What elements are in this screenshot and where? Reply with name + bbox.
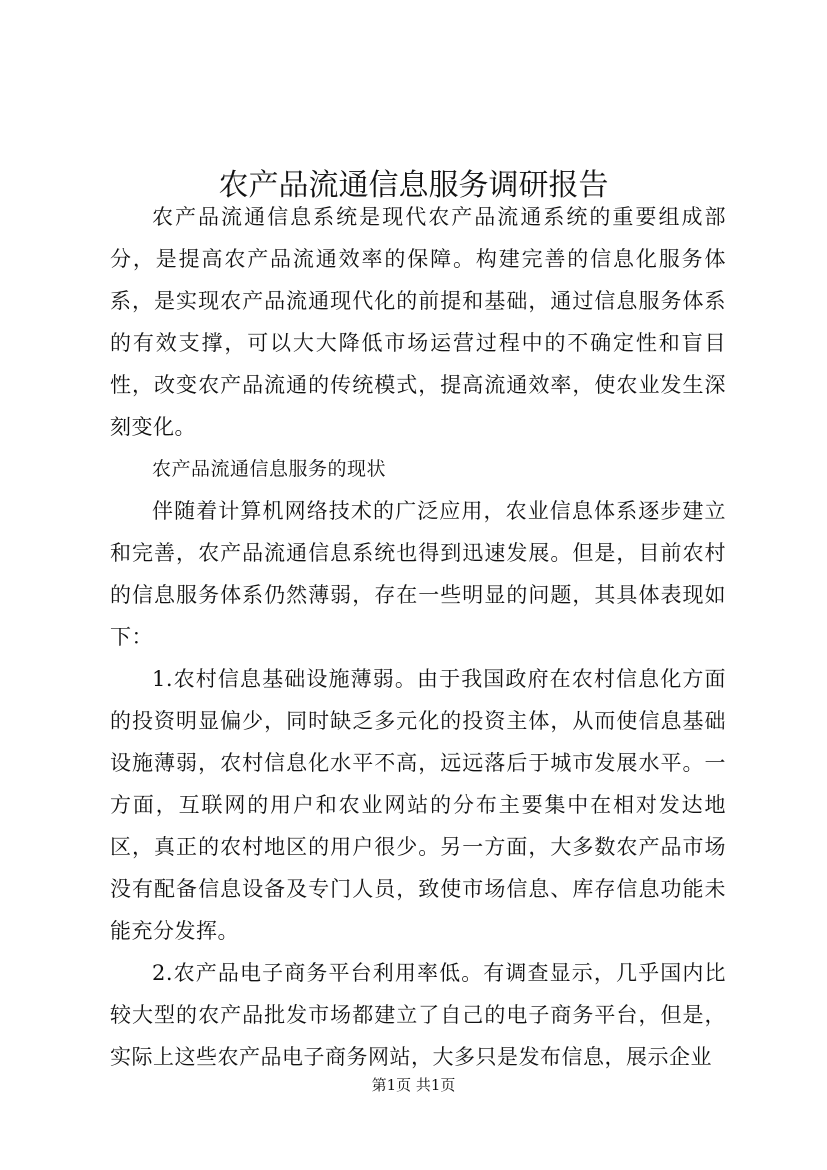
body-paragraph-4: 2.农产品电子商务平台利用率低。有调查显示，几乎国内比较大型的农产品批发市场都建立了自己的电子商务平台，但是，实际上这些农产品电子商务网站，大多只是发布信息，展示企业 [110,961,726,1069]
body-paragraph-2: 伴随着计算机网络技术的广泛应用，农业信息体系逐步建立和完善，农产品流通信息系统也得到迅速发展。但是，目前农村的信息服务体系仍然薄弱，存在一些明显的问题，其具体表现如下： [110,499,726,649]
section-heading: 农产品流通信息服务的现状 [152,458,387,480]
body-paragraph-3: 1.农村信息基础设施薄弱。由于我国政府在农村信息化方面的投资明显偏少，同时缺乏多元化的投资主体，从而使信息基础设施薄弱，农村信息化水平不高，远远落后于城市发展水平。一方面，互联网的用户和农业网站的分布主要集中在相对发达地区，真正的农村地区的用户很少。另一方面，大多数农产品市场没有配备信息设备及专门人员，致使市场信息、库存信息功能未能充分发挥。 [110,667,726,943]
document-body [110,196,726,1078]
page-title: 农产品流通信息服务调研报告 [218,168,609,204]
page-footer: 第1页 共1页 [371,1076,456,1094]
body-paragraph-1: 农产品流通信息系统是现代农产品流通系统的重要组成部分，是提高农产品流通效率的保障。构建完善的信息化服务体系，是实现农产品流通现代化的前提和基础，通过信息服务体系的有效支撑，可以大大降低市场运营过程中的不确定性和盲目性，改变农产品流通的传统模式，提高流通效率，使农业发生深刻变化。 [110,205,726,439]
